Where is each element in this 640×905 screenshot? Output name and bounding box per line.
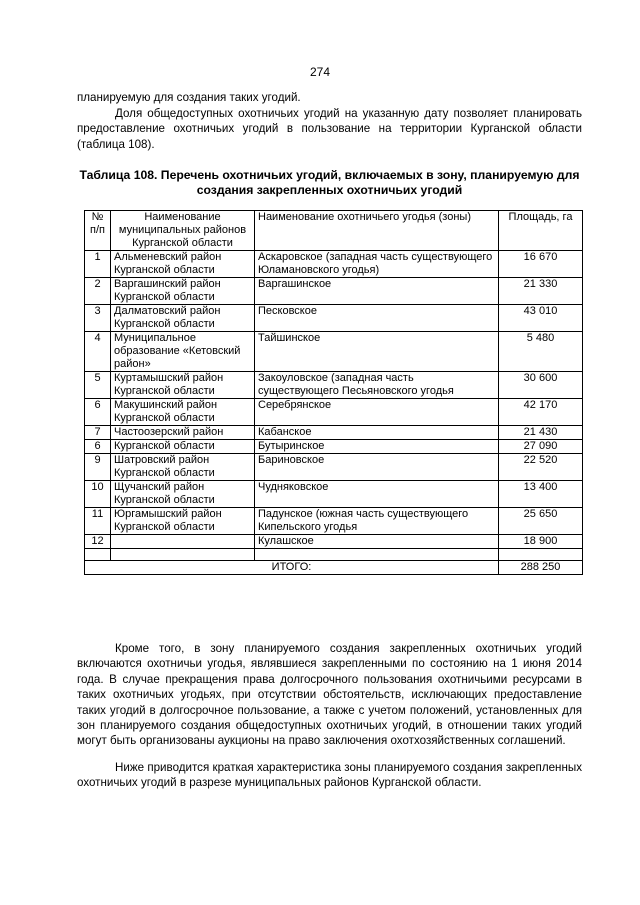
cell-ground: Бариновское <box>255 454 499 481</box>
cell-num: 10 <box>85 481 111 508</box>
total-label: ИТОГО: <box>85 561 499 575</box>
table-row <box>85 535 583 549</box>
cell-empty <box>255 549 499 561</box>
table-row <box>85 508 583 535</box>
cell-district: Варгашинский район Курганской области <box>111 278 255 305</box>
cell-num: 6 <box>85 440 111 454</box>
cell-area: 18 900 <box>499 535 583 549</box>
cell-num: 3 <box>85 305 111 332</box>
cell-district: Щучанский район Курганской области <box>111 481 255 508</box>
cell-district: Муниципальное образование «Кетовский район» <box>111 332 255 372</box>
cell-ground: Кабанское <box>255 426 499 440</box>
cell-ground: Серебрянское <box>255 399 499 426</box>
intro-paragraph: Доля общедоступных охотничьих угодий на указанную дату позволяет планировать предоставление охотничьих угодий в пользование на территории Курганской области (таблица 108). <box>77 107 582 151</box>
table-row <box>85 399 583 426</box>
cell-area: 21 430 <box>499 426 583 440</box>
cell-ground: Варгашинское <box>255 278 499 305</box>
cell-district: Юргамышский район Курганской области <box>111 508 255 535</box>
cell-empty <box>85 549 111 561</box>
cell-num: 4 <box>85 332 111 372</box>
table-body <box>85 251 583 575</box>
cell-area: 30 600 <box>499 372 583 399</box>
cell-area: 5 480 <box>499 332 583 372</box>
cell-num: 11 <box>85 508 111 535</box>
cell-ground: Аскаровское (западная часть существующего Юламановского угодья) <box>255 251 499 278</box>
hunting-grounds-table <box>84 210 583 575</box>
header-area: Площадь, га <box>499 211 583 251</box>
table-title: Таблица 108. Перечень охотничьих угодий, включаемых в зону, планируемую для создания закрепленных охотничьих угодий <box>79 168 580 197</box>
table-total-row <box>85 561 583 575</box>
cell-area: 13 400 <box>499 481 583 508</box>
body-paragraph-1: Кроме того, в зону планируемого создания закрепленных охотничьих угодий включаются охотничьи угодья, являвшиеся закрепленными по состоянию на 1 июня 2014 года. В случае прекращения права долгосрочного пользования охотничьими ресурсами в таких охотничьих угодьях, при отсутствии обстоятельств, исключающих предоставление таких угодий в долгосрочное пользование, а также с учетом положений, установленных для зон планируемого создания общедоступных охотничьих угодий, в отношении таких угодий могут быть организованы аукционы на право заключения охотхозяйственных соглашений. <box>77 642 582 748</box>
cell-area: 25 650 <box>499 508 583 535</box>
cell-ground: Закоуловское (западная часть существующего Песьяновского угодья <box>255 372 499 399</box>
cell-ground: Падунское (южная часть существующего Кипельского угодья <box>255 508 499 535</box>
cell-district: Куртамышский район Курганской области <box>111 372 255 399</box>
cell-empty <box>499 549 583 561</box>
total-value: 288 250 <box>499 561 583 575</box>
cell-area: 21 330 <box>499 278 583 305</box>
cell-district: Курганской области <box>111 440 255 454</box>
table-header-row <box>85 211 583 251</box>
cell-area: 42 170 <box>499 399 583 426</box>
table-row-empty <box>85 549 583 561</box>
cell-num: 6 <box>85 399 111 426</box>
table-row <box>85 332 583 372</box>
cell-ground: Бутыринское <box>255 440 499 454</box>
header-district: Наименование муниципальных районов Курганской области <box>111 211 255 251</box>
cell-num: 7 <box>85 426 111 440</box>
cell-num: 9 <box>85 454 111 481</box>
table-row <box>85 372 583 399</box>
cell-district: Далматовский район Курганской области <box>111 305 255 332</box>
cell-ground: Тайшинское <box>255 332 499 372</box>
cell-district: Макушинский район Курганской области <box>111 399 255 426</box>
cell-ground: Песковское <box>255 305 499 332</box>
header-num: № п/п <box>85 211 111 251</box>
table-row <box>85 454 583 481</box>
table-row <box>85 440 583 454</box>
table-row <box>85 305 583 332</box>
cell-district <box>111 535 255 549</box>
header-ground: Наименование охотничьего угодья (зоны) <box>255 211 499 251</box>
cell-area: 27 090 <box>499 440 583 454</box>
cell-num: 2 <box>85 278 111 305</box>
body-paragraph-2: Ниже приводится краткая характеристика зоны планируемого создания закрепленных охотничьих угодий в разрезе муниципальных районов Курганской области. <box>77 761 582 790</box>
cell-num: 5 <box>85 372 111 399</box>
cell-district: Альменевский район Курганской области <box>111 251 255 278</box>
cell-area: 16 670 <box>499 251 583 278</box>
cell-ground: Чудняковское <box>255 481 499 508</box>
cell-num: 12 <box>85 535 111 549</box>
table-row <box>85 481 583 508</box>
cell-area: 43 010 <box>499 305 583 332</box>
cell-district: Частоозерский район <box>111 426 255 440</box>
table-row <box>85 426 583 440</box>
cell-district: Шатровский район Курганской области <box>111 454 255 481</box>
cell-num: 1 <box>85 251 111 278</box>
page-number: 274 <box>309 65 331 79</box>
table-row <box>85 278 583 305</box>
intro-line: планируемую для создания таких угодий. <box>77 91 301 104</box>
cell-ground: Кулашское <box>255 535 499 549</box>
table-row <box>85 251 583 278</box>
cell-empty <box>111 549 255 561</box>
cell-area: 22 520 <box>499 454 583 481</box>
